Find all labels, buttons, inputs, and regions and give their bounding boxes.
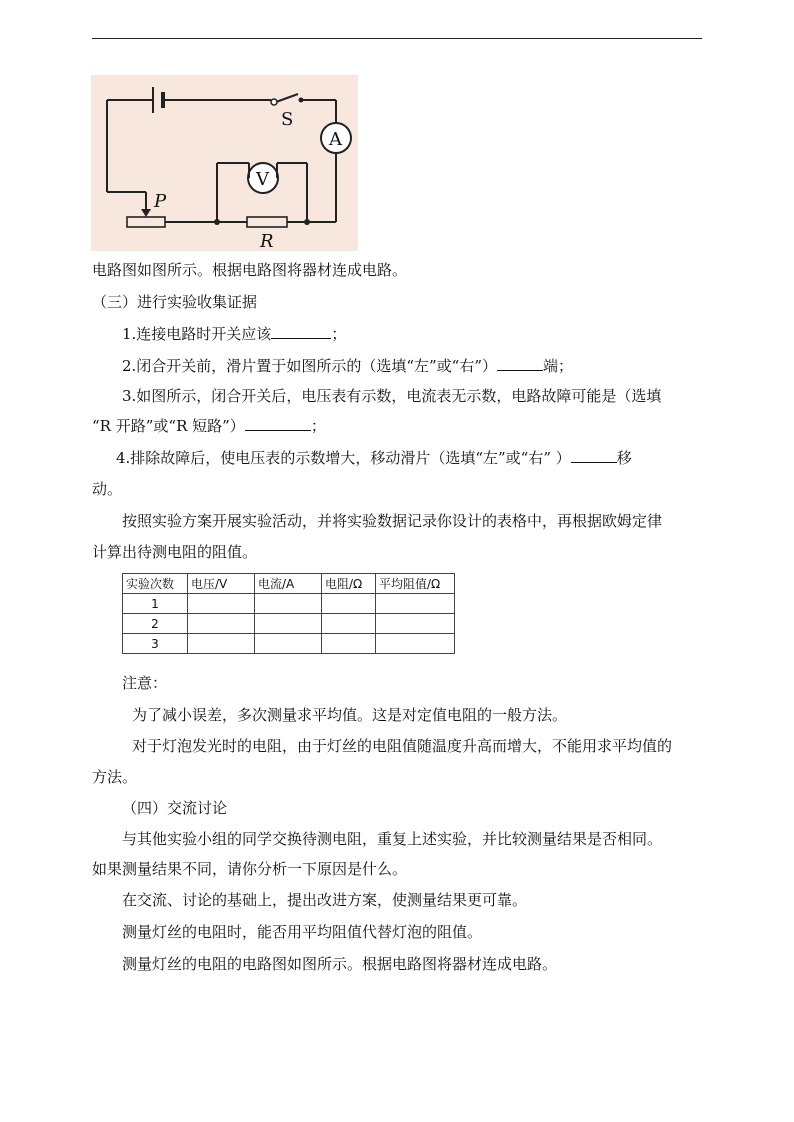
note-2-line-2: 方法。 bbox=[92, 768, 138, 786]
table-header-row bbox=[123, 574, 455, 594]
table-cell[interactable] bbox=[188, 594, 255, 614]
section-4-heading: （四）交流讨论 bbox=[122, 799, 228, 817]
discussion-1-line-1: 与其他实验小组的同学交换待测电阻，重复上述实验，并比较测量结果是否相同。 bbox=[122, 830, 663, 848]
note-1: 为了减小误差，多次测量求平均值。这是对定值电阻的一般方法。 bbox=[132, 706, 568, 724]
resistor-label: R bbox=[260, 231, 274, 251]
table-cell[interactable] bbox=[376, 614, 455, 634]
table-cell[interactable] bbox=[322, 634, 376, 654]
question-4-line-2: 动。 bbox=[92, 480, 123, 498]
discussion-3: 测量灯丝的电阻时，能否用平均阻值代替灯泡的阻值。 bbox=[122, 923, 483, 941]
table-cell[interactable] bbox=[188, 614, 255, 634]
table-cell-trial: 2 bbox=[123, 614, 188, 634]
table-cell[interactable] bbox=[255, 614, 322, 634]
circuit-diagram bbox=[91, 75, 358, 251]
question-4-text: 4.排除故障后，使电压表的示数增大，移动滑片（选填“左”或“右” ） bbox=[116, 449, 571, 467]
discussion-2: 在交流、讨论的基础上，提出改进方案，使测量结果更可靠。 bbox=[122, 891, 528, 909]
answer-blank-4[interactable] bbox=[571, 448, 617, 463]
discussion-4: 测量灯丝的电阻的电路图如图所示。根据电路图将器材连成电路。 bbox=[122, 955, 558, 973]
table-cell-trial: 3 bbox=[123, 634, 188, 654]
figure-caption: 电路图如图所示。根据电路图将器材连成电路。 bbox=[92, 261, 408, 279]
table-header-cell: 平均阻值/Ω bbox=[376, 574, 455, 594]
question-3-line-2 bbox=[92, 416, 326, 436]
question-2-text: 2.闭合开关前，滑片置于如图所示的（选填“左”或“右”） bbox=[122, 357, 497, 375]
table-header-cell: 实验次数 bbox=[123, 574, 188, 594]
table-row bbox=[123, 594, 455, 614]
question-4-line-1 bbox=[116, 448, 632, 468]
question-2 bbox=[122, 356, 573, 376]
note-2-line-1: 对于灯泡发光时的电阻，由于灯丝的电阻值随温度升高而增大，不能用求平均值的 bbox=[132, 737, 673, 755]
table-row bbox=[123, 614, 455, 634]
data-table bbox=[122, 573, 455, 654]
question-2-end: 端； bbox=[543, 357, 574, 375]
rheostat-label: P bbox=[154, 191, 167, 212]
method-paragraph-line-2: 计算出待测电阻的阻值。 bbox=[92, 543, 258, 561]
table-header-cell: 电流/A bbox=[255, 574, 322, 594]
table-cell[interactable] bbox=[376, 634, 455, 654]
question-1 bbox=[122, 324, 346, 344]
question-1-end: ； bbox=[331, 325, 347, 343]
voltmeter-label: V bbox=[256, 169, 269, 190]
table-cell[interactable] bbox=[188, 634, 255, 654]
section-3-heading: （三）进行实验收集证据 bbox=[92, 293, 258, 311]
answer-blank-3[interactable] bbox=[245, 416, 311, 431]
table-cell[interactable] bbox=[255, 594, 322, 614]
table-row bbox=[123, 634, 455, 654]
table-cell[interactable] bbox=[376, 594, 455, 614]
table-header-cell: 电压/V bbox=[188, 574, 255, 594]
question-1-text: 1.连接电路时开关应该 bbox=[122, 325, 272, 343]
table-cell[interactable] bbox=[322, 614, 376, 634]
table-cell[interactable] bbox=[322, 594, 376, 614]
method-paragraph-line-1: 按照实验方案开展实验活动，并将实验数据记录你设计的表格中，再根据欧姆定律 bbox=[122, 512, 663, 530]
note-title: 注意： bbox=[122, 674, 168, 692]
question-4-end: 移 bbox=[616, 449, 632, 467]
table-cell-trial: 1 bbox=[123, 594, 188, 614]
answer-blank-1[interactable] bbox=[271, 324, 331, 339]
table-header-cell: 电阻/Ω bbox=[322, 574, 376, 594]
discussion-1-line-2: 如果测量结果不同，请你分析一下原因是什么。 bbox=[92, 860, 408, 878]
switch-label: S bbox=[281, 109, 294, 130]
header-rule bbox=[92, 38, 702, 39]
question-3-options: “R 开路”或“R 短路”） bbox=[92, 417, 245, 435]
question-3-line-1: 3.如图所示，闭合开关后，电压表有示数，电流表无示数，电路故障可能是（选填 bbox=[122, 387, 662, 405]
table-cell[interactable] bbox=[255, 634, 322, 654]
answer-blank-2[interactable] bbox=[497, 356, 543, 371]
ammeter-label: A bbox=[329, 129, 342, 150]
question-3-end: ； bbox=[310, 417, 326, 435]
